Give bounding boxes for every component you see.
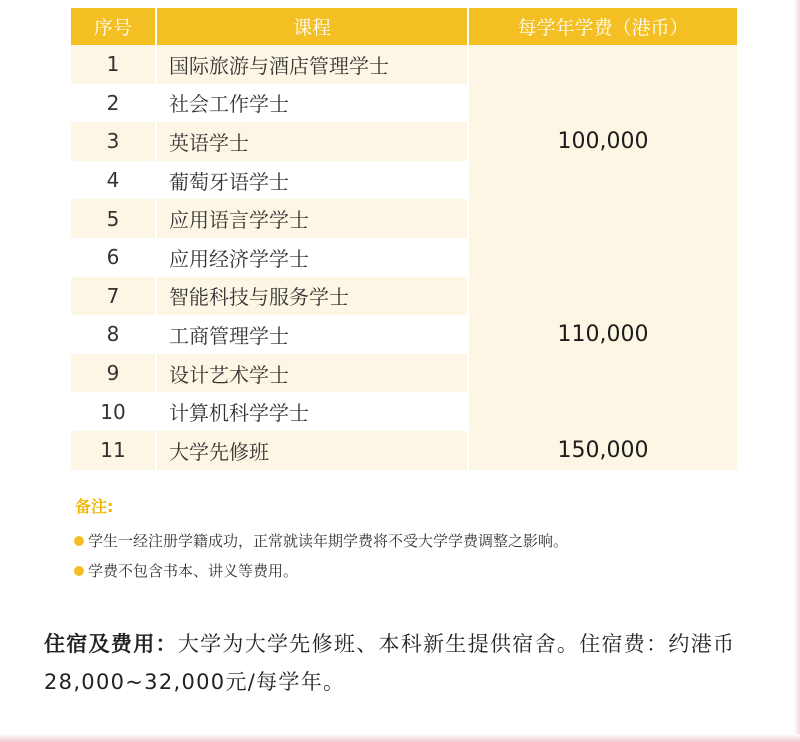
course-name-cell: 大学先修班 bbox=[157, 431, 469, 470]
course-name-cell: 葡萄牙语学士 bbox=[157, 161, 469, 200]
accommodation-text: 大学为大学先修班、本科新生提供宿舍。住宿费：约港币28,000~32,000元/每学年。 bbox=[44, 632, 736, 694]
course-name-cell: 应用经济学学士 bbox=[157, 238, 469, 277]
tuition-fee-table bbox=[71, 8, 737, 470]
table-row bbox=[71, 238, 737, 277]
course-name-cell: 设计艺术学士 bbox=[157, 354, 469, 393]
course-name-cell: 计算机科学学士 bbox=[157, 392, 469, 431]
header-serial-number: 序号 bbox=[71, 8, 157, 45]
accommodation-paragraph bbox=[44, 625, 784, 701]
course-name-cell: 工商管理学士 bbox=[157, 315, 469, 354]
note-text: 学生一经注册学籍成功，正常就读年期学费将不受大学学费调整之影响。 bbox=[88, 532, 569, 550]
serial-number-cell: 3 bbox=[71, 122, 157, 161]
notes-title: 备注: bbox=[75, 497, 114, 516]
header-annual-fee: 每学年学费（港币） bbox=[469, 8, 737, 45]
table-row bbox=[71, 431, 737, 470]
bullet-dot-icon bbox=[74, 536, 84, 546]
serial-number-cell: 11 bbox=[71, 431, 157, 470]
serial-number-cell: 8 bbox=[71, 315, 157, 354]
note-text: 学费不包含书本、讲义等费用。 bbox=[88, 562, 299, 580]
page-edge-decoration bbox=[794, 0, 800, 742]
serial-number-cell: 5 bbox=[71, 199, 157, 238]
course-name-cell: 国际旅游与酒店管理学士 bbox=[157, 45, 469, 84]
serial-number-cell: 4 bbox=[71, 161, 157, 200]
course-name-cell: 智能科技与服务学士 bbox=[157, 277, 469, 316]
table-header-row bbox=[71, 8, 737, 45]
fee-cell: 110,000 bbox=[469, 238, 737, 431]
note-item bbox=[74, 560, 298, 581]
serial-number-cell: 7 bbox=[71, 277, 157, 316]
serial-number-cell: 10 bbox=[71, 392, 157, 431]
serial-number-cell: 2 bbox=[71, 84, 157, 123]
serial-number-cell: 1 bbox=[71, 45, 157, 84]
accommodation-label: 住宿及费用： bbox=[44, 632, 178, 656]
fee-cell: 100,000 bbox=[469, 45, 737, 238]
serial-number-cell: 9 bbox=[71, 354, 157, 393]
serial-number-cell: 6 bbox=[71, 238, 157, 277]
bullet-dot-icon bbox=[74, 566, 84, 576]
course-name-cell: 英语学士 bbox=[157, 122, 469, 161]
course-name-cell: 应用语言学学士 bbox=[157, 199, 469, 238]
note-item bbox=[74, 530, 568, 551]
table-row bbox=[71, 45, 737, 84]
page-edge-decoration bbox=[0, 734, 800, 742]
header-course: 课程 bbox=[157, 8, 469, 45]
course-name-cell: 社会工作学士 bbox=[157, 84, 469, 123]
fee-cell: 150,000 bbox=[469, 431, 737, 470]
